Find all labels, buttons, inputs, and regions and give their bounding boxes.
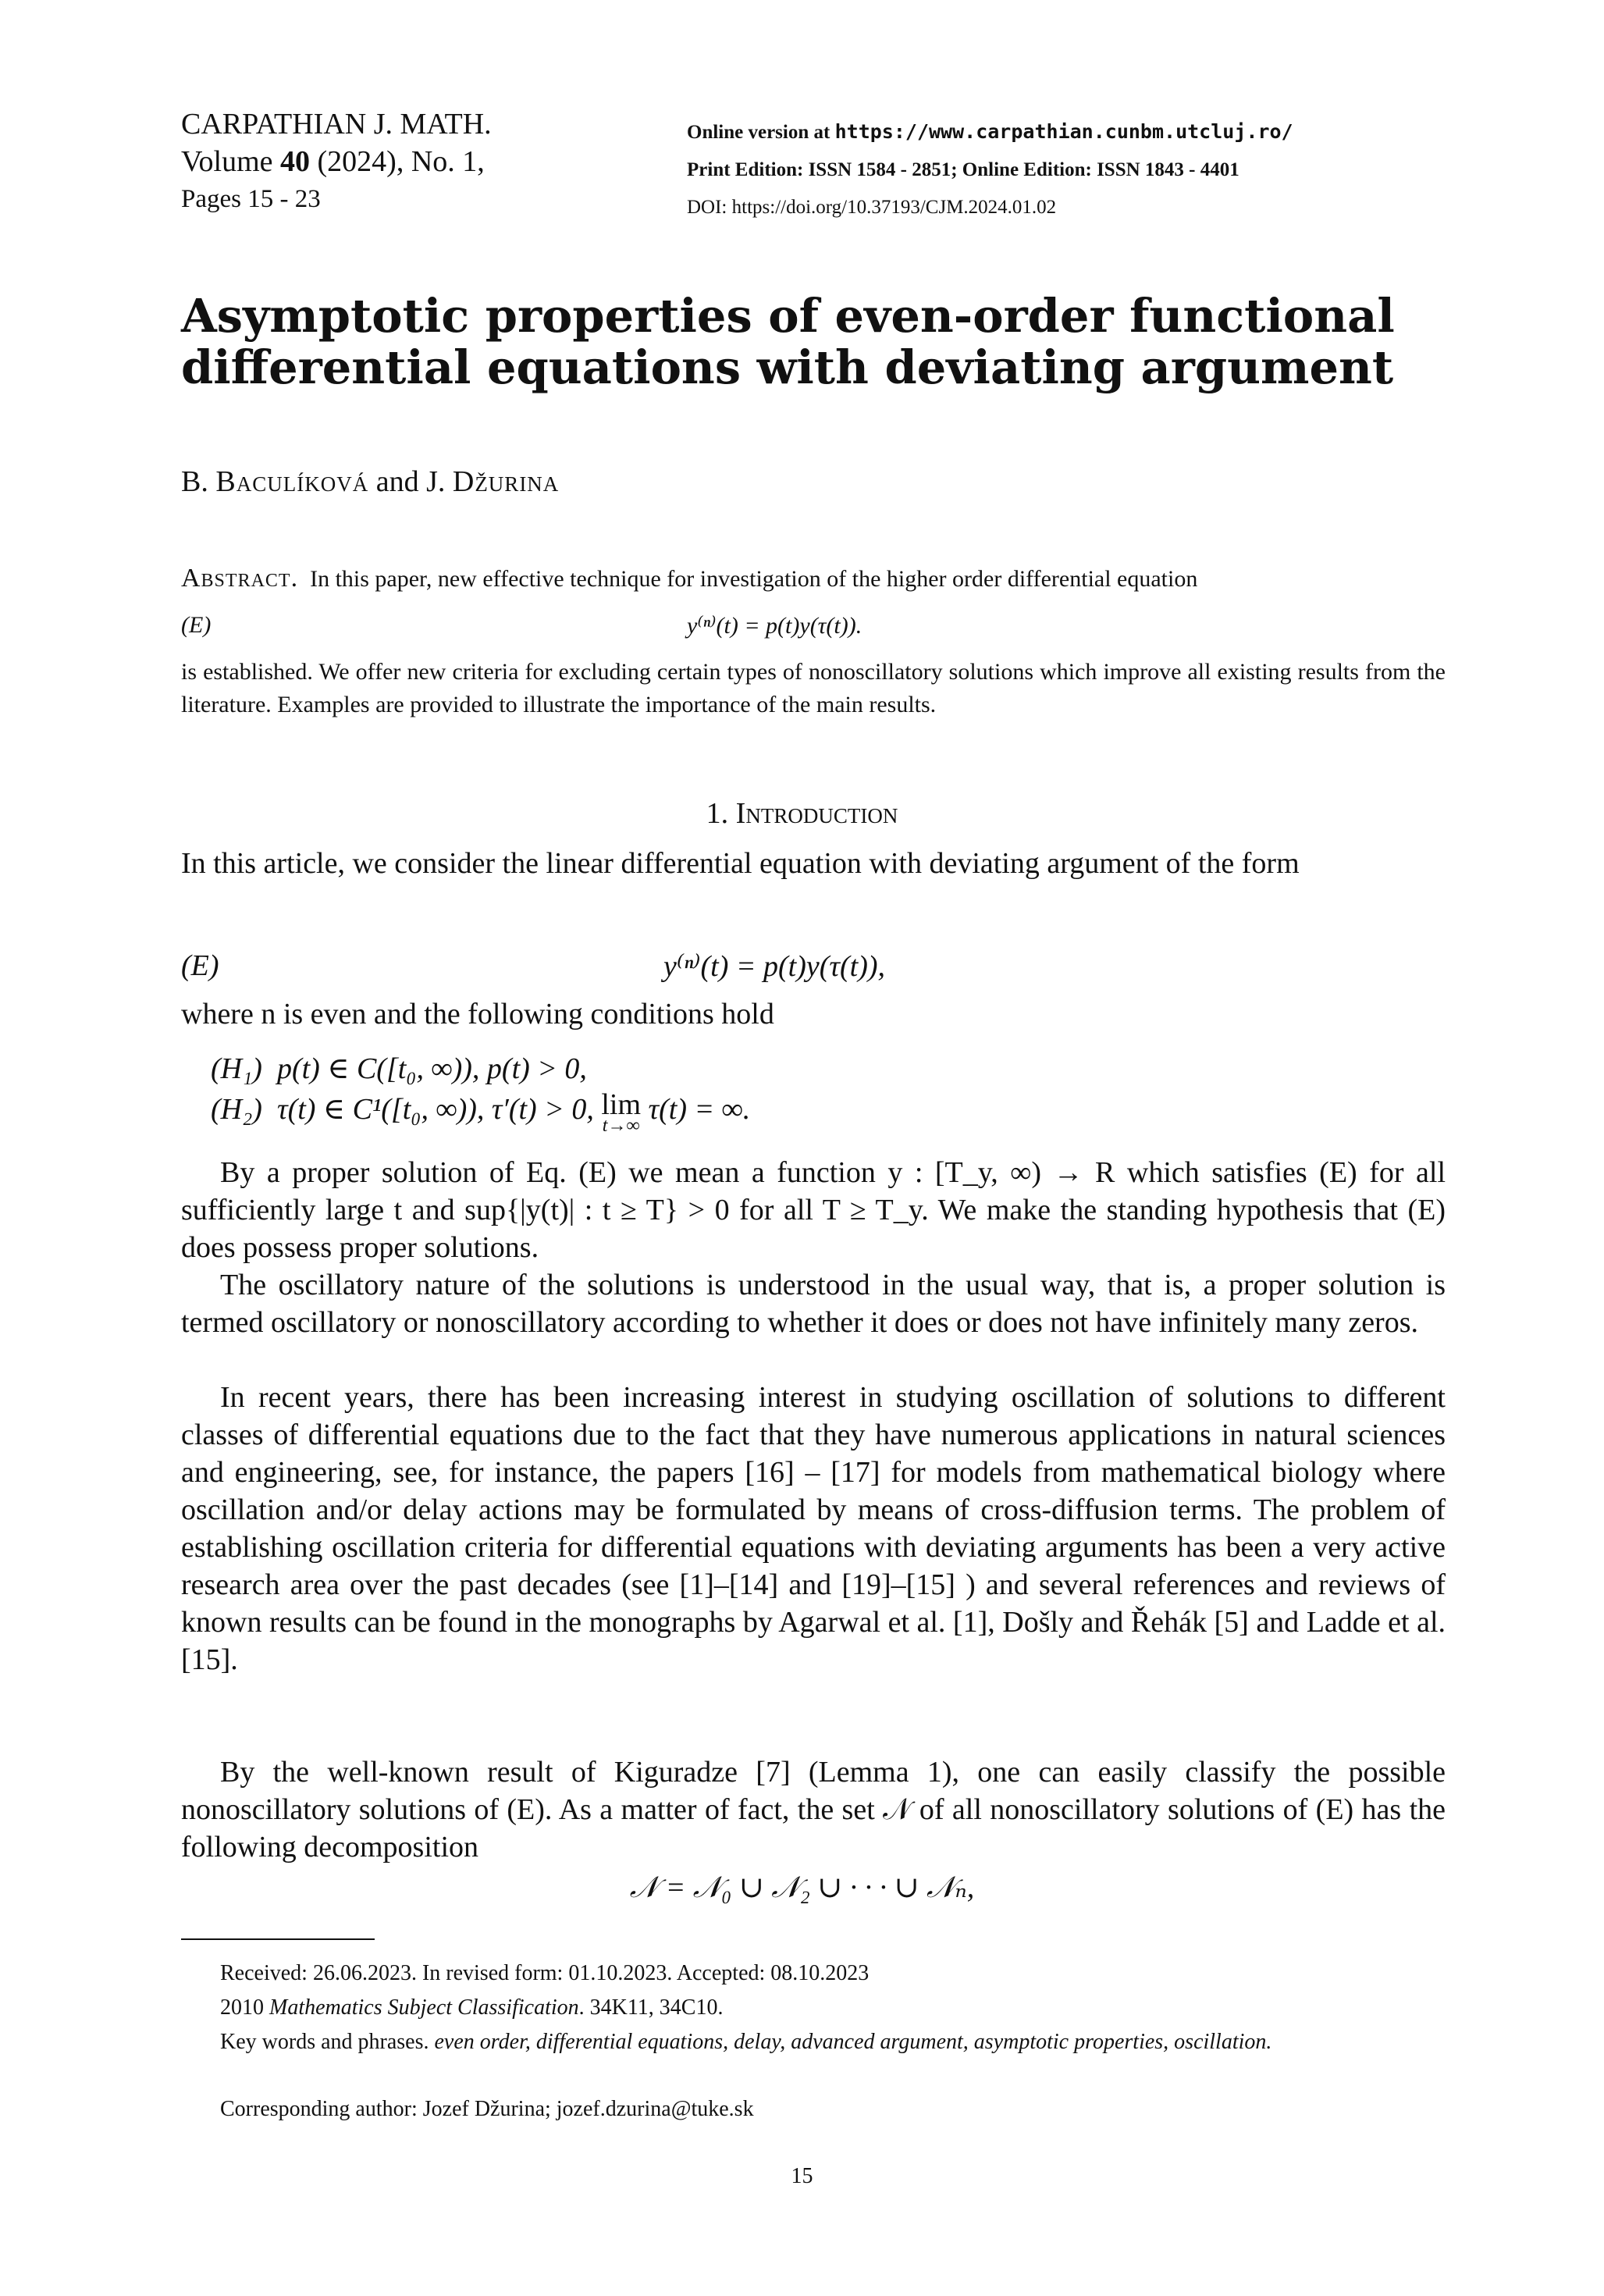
footnote-keywords: Key words and phrases. even order, differential equations, delay, advanced argument, asymptotic properties, oscillation. <box>220 2030 1272 2054</box>
author-2: Džurina <box>452 465 560 498</box>
intro-paragraph-6: By the well-known result of Kiguradze [7] (Lemma 1), one can easily classify the possible nonoscillatory solutions of (E). As a matter of fact, the set 𝒩 of all nonoscillatory solutions of (E) has the following decomposition <box>181 1756 1446 1863</box>
section-heading: 1. Introduction <box>706 797 898 830</box>
page-number: 15 <box>791 2164 813 2188</box>
publication-info <box>687 113 1293 226</box>
footnote-corresponding: Corresponding author: Jozef Džurina; jozef.dzurina@tuke.sk <box>220 2097 754 2121</box>
intro-paragraph-4: The oscillatory nature of the solutions is understood in the usual way, that is, a proper solution is termed oscillatory or nonoscillatory according to whether it does or does not have infinitely many zeros. <box>181 1269 1446 1339</box>
volume-number: 40 <box>280 145 311 178</box>
footnote-dates: Received: 26.06.2023. In revised form: 01.10.2023. Accepted: 08.10.2023 <box>220 1961 870 1985</box>
volume-line: Volume 40 (2024), No. 1, <box>181 145 485 178</box>
abstract-intro <box>181 562 1446 596</box>
intro-paragraph-3: By a proper solution of Eq. (E) we mean a function y : [T_y, ∞) → R which satisfies (E) for all sufficiently large t and sup{|y(t)| : t ≥ T} > 0 for all T ≥ T_y. We make the standing hypothesis that (E) does possess proper solutions. <box>181 1156 1446 1264</box>
intro-paragraph-5: In recent years, there has been increasing interest in studying oscillation of solutions to different classes of differential equations due to the fact that they have numerous applications in natural sciences and engineering, see, for instance, the papers [16] – [17] for models from mathematical biology where oscillation and/or delay actions may be formulated by means of cross-diffusion terms. The problem of establishing oscillation criteria for differential equations with deviating arguments has been a very active research area over the past decades (see [1]–[14] and [19]–[15] ) and several references and reviews of known results can be found in the monographs by Agarwal et al. [1], Došly and Řehák [5] and Ladde et al. [15]. <box>181 1381 1446 1676</box>
hypothesis-h2: (H₂) τ(t) ∈ C¹([t₀, ∞)), τ′(t) > 0, lim t→∞ τ(t) = ∞. <box>211 1088 751 1136</box>
journal-header <box>181 105 492 218</box>
hypothesis-h1: (H₁) p(t) ∈ C([t₀, ∞)), p(t) > 0, <box>211 1052 587 1085</box>
journal-name: CARPATHIAN J. MATH. <box>181 108 492 141</box>
limit-operator: lim t→∞ <box>601 1088 642 1136</box>
author-1: Baculíková <box>215 465 369 498</box>
pages-line: Pages 15 - 23 <box>181 185 321 213</box>
paper-title: Asymptotic properties of even-order functional differential equations with deviating argument <box>181 289 1395 394</box>
author-line: B. Baculíková and J. Džurina <box>181 465 560 498</box>
intro-paragraph-2: where n is even and the following conditions hold <box>181 998 774 1031</box>
decomposition-equation: 𝒩 = 𝒩₀ ∪ 𝒩₂ ∪ · · · ∪ 𝒩ₙ, <box>629 1871 975 1904</box>
intro-paragraph-1: In this article, we consider the linear differential equation with deviating argument of the form <box>181 847 1300 880</box>
doi-line[interactable]: DOI: https://doi.org/10.37193/CJM.2024.01.02 <box>687 197 1057 218</box>
journal-url-link[interactable]: https://www.carpathian.cunbm.utcluj.ro/ <box>834 120 1293 143</box>
abstract-equation-tag: (E) <box>181 612 212 638</box>
online-version: Online version at https://www.carpathian.cunbm.utcluj.ro/ <box>687 120 1293 143</box>
footnote-rule <box>181 1938 375 1940</box>
abstract-text-2: is established. We offer new criteria for excluding certain types of nonoscillatory solutions which improve all existing results from the literature. Examples are provided to illustrate the importance of the main results. <box>181 659 1446 717</box>
issn-line: Print Edition: ISSN 1584 - 2851; Online Edition: ISSN 1843 - 4401 <box>687 159 1239 180</box>
equation-tag: (E) <box>181 949 219 982</box>
abstract-label: Abstract. <box>181 564 299 593</box>
abstract-text-1: In this paper, new effective technique for investigation of the higher order differential equation <box>310 566 1198 592</box>
footnote-msc: 2010 Mathematics Subject Classification. 34K11, 34C10. <box>220 1995 724 2020</box>
abstract-equation: y⁽ⁿ⁾(t) = p(t)y(τ(t)). <box>687 613 862 639</box>
main-equation: y⁽ⁿ⁾(t) = p(t)y(τ(t)), <box>663 950 886 983</box>
